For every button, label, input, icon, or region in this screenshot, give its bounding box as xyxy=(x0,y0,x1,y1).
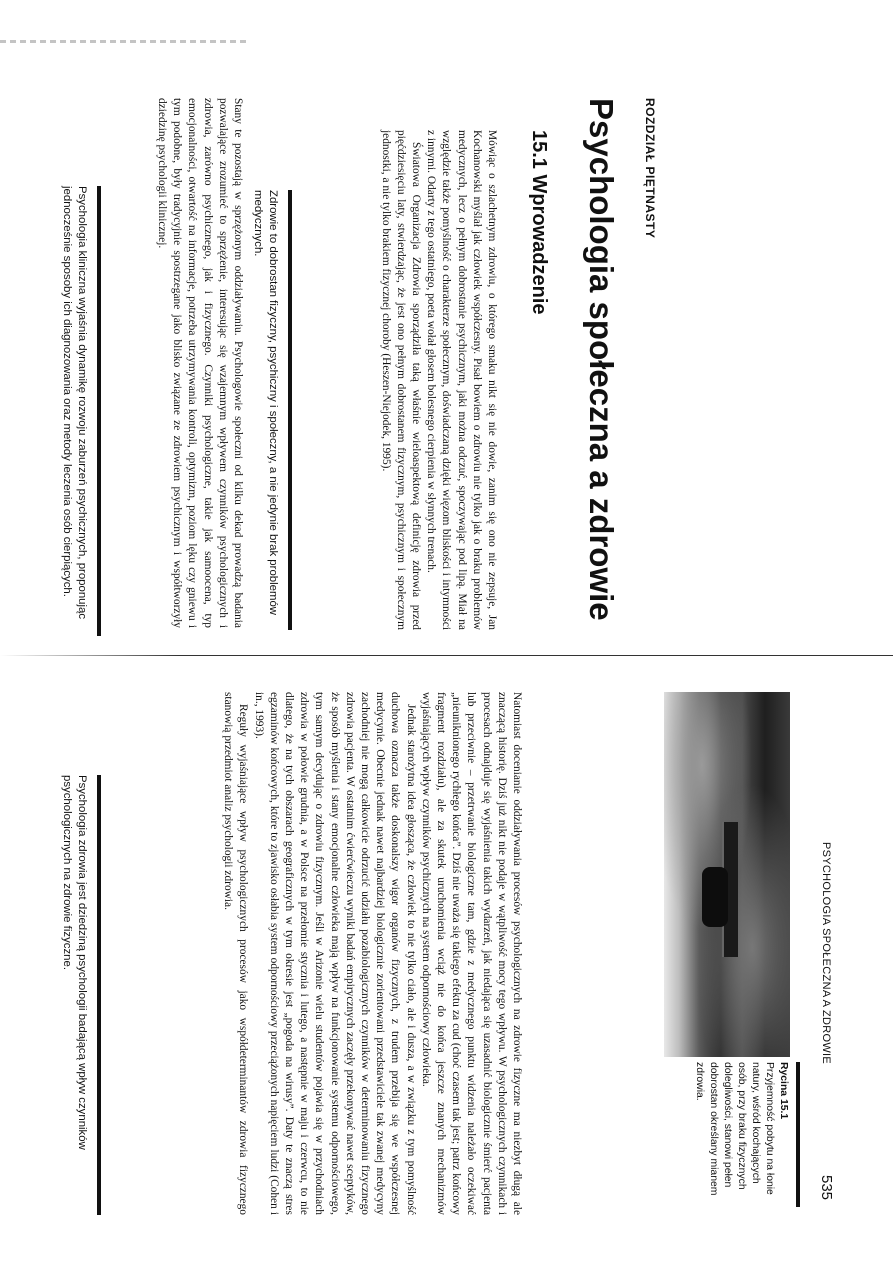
person-silhouette xyxy=(702,867,728,927)
figure-caption-text: Przyjemność pobytu na łonie natury, wśród kochających osób, przy braku fizycznych dolegliwości, stanowi pełen dobrostan określany mianem zdrowia. xyxy=(694,1062,775,1196)
intro-paragraph-2: Światowa Organizacja Zdrowia sporządziła taką właśnie wieloaspektową definicję zdrowia przed pięćdziesięciu laty, stwierdzając, że jest ono pełnym dobrostanem fizycznym, psychicznym i społecznym jednostki, a nie tylko brakiem fizycznej choroby (Heszen-Niejodek, 1995). xyxy=(379,130,422,630)
intro-text xyxy=(377,130,499,630)
chapter-label: ROZDZIAŁ PIĘTNASTY xyxy=(643,98,657,239)
right-paragraph-1: Natomiast docenianie oddziaływania procesów psychologicznych na zdrowie fizyczne ma niezbyt długą ale znaczącą historię. Dziś już nikt nie podaje w wątpliwość mocy tego wpływu. W psychologicznych czynnikach i procesach odnajduje się wyjaśnienia takich wydarzeń, jak niedająca się uzasadnić biologicznie śmierć pacjenta lub przeciwnie – przetrwanie biologiczne tam, gdzie z medycznego punktu widzenia należało oczekiwać „nieuniknionego rychłego końca”. Dziś nie uważa się takiego efektu za cud (choć czasem tak jest; patrz końcowy fragment rozdziału), ale za skutek uruchomienia wciąż nie do końca jeszcze znanych mechanizmów wyjaśniających wpływ czynników psychicznych na system odpornościowy człowieka. xyxy=(419,692,523,1215)
page-number: 535 xyxy=(818,1175,835,1201)
intro-paragraph-1: Mówiąc o szlachetnym zdrowiu, o którego smaku nikt się nie dowie, zanim się ono nie zepsuje, Jan Kochanowski myślał jak człowiek współczesny. Pisał bowiem o zdrowiu nie tylko jak o braku problemów medycznych, lecz o pełnym dobrostanie psychicznym, jaki można odczuć, spoczywając pod lipą. Miał na względzie także pomyślność o charakterze społecznym, doświadczaną dzięki więzom bliskości i intymności z innymi. Odarty z tego ostatniego, poeta wołał głosem bolesnego cierpienia w słynnych trenach. xyxy=(425,130,498,630)
figure-caption-title: Rycina 15.1 xyxy=(778,1062,789,1120)
callout-health-psychology: Psychologia zdrowia jest dziedziną psychologii badającą wpływ czynników psychologicznych na zdrowie fizyczne. xyxy=(59,775,101,1215)
chapter-title: Psychologia społeczna a zdrowie xyxy=(583,98,620,621)
running-head: PSYCHOLOGIA SPOŁECZNA A ZDROWIE xyxy=(820,842,832,1065)
figure-caption xyxy=(692,1062,800,1207)
callout-clinical-psychology: Psychologia kliniczna wyjaśnia dynamikę rozwoju zaburzeń psychicznych, proponując jednocześnie sposoby ich diagnozowania oraz metody leczenia osób cierpiących. xyxy=(59,186,101,636)
right-body-text xyxy=(220,692,524,1215)
scan-artifact xyxy=(0,40,250,43)
callout-definition-health: Zdrowie to dobrostan fizyczny, psychiczny i społeczny, a nie jedynie brak problemów medycznych. xyxy=(250,190,292,630)
body-paragraph xyxy=(154,98,245,628)
section-heading: 15.1 Wprowadzenie xyxy=(528,130,550,315)
page-fold-line xyxy=(0,655,893,656)
right-paragraph-3: Reguły wyjaśniające wpływ psychologicznych procesów jako współdeterminantów zdrowia fizycznego stanowią przedmiot analiz psychologii zdrowia. xyxy=(222,692,250,1215)
body-paragraph-text: Stany te pozostają w sprzężonym oddziaływaniu. Psychologowie społeczni od kilku dekad prowadzą badania pozwalające zrozumieć to sprzężenie, interesując się wzajemnym wpływem czynników psychologicznych i zdrowia, zarówno psychicznego, jak i fizycznego. Czynniki psychologiczne, takie jak samoocena, typ emocjonalności, otwartość na informacje, potrzeba utrzymywania kontroli, optymizm, poziom lęku czy gniewu i tym podobne, były tradycyjnie spostrzegane jako blisko związane ze zdrowiem psychicznym i współtworzyły dziedzinę psychologii klinicznej. xyxy=(155,98,244,628)
right-paragraph-2: Jednak starożytna idea głosząca, że człowiek to nie tylko ciało, ale i dusza, a w związku z tym pomyślność duchowa oznacza także doskonalszy wigor organów fizycznych, z trudem przebija się we współczesnej medycynie. Obecnie jednak nawet najbardziej biologicznie zorientowani przedstawiciele tak zwanej medycyny zachodniej nie mogą całkowicie odrzucić udziału pozabiologicznych czynników w determinowaniu fizycznego zdrowia pacjenta. W ostatnim ćwierćwieczu wyniki badań empirycznych zaczęły przekonywać nawet sceptyków, że sposób myślenia i stany emocjonalne człowieka mają wpływ na funkcjonowanie systemu odpornościowego, tym samym decydując o zdrowiu fizycznym. Jeśli w Arizonie wielu studentów pojawia się w przychodniach zdrowia w połowie grudnia, a w Polsce na przełomie stycznia i lutego, a następnie w maju i czerwcu, to nie dlatego, że na tych obszarach geograficznych w tym okresie jest „pogoda na wirusy”. Daty te znaczą stres egzaminów końcowych, które to zjawisko osłabia system odpornościowy przeciążonych napięciem ludzi (Cohen i in., 1993). xyxy=(252,692,417,1215)
figure-photo xyxy=(664,692,790,1057)
